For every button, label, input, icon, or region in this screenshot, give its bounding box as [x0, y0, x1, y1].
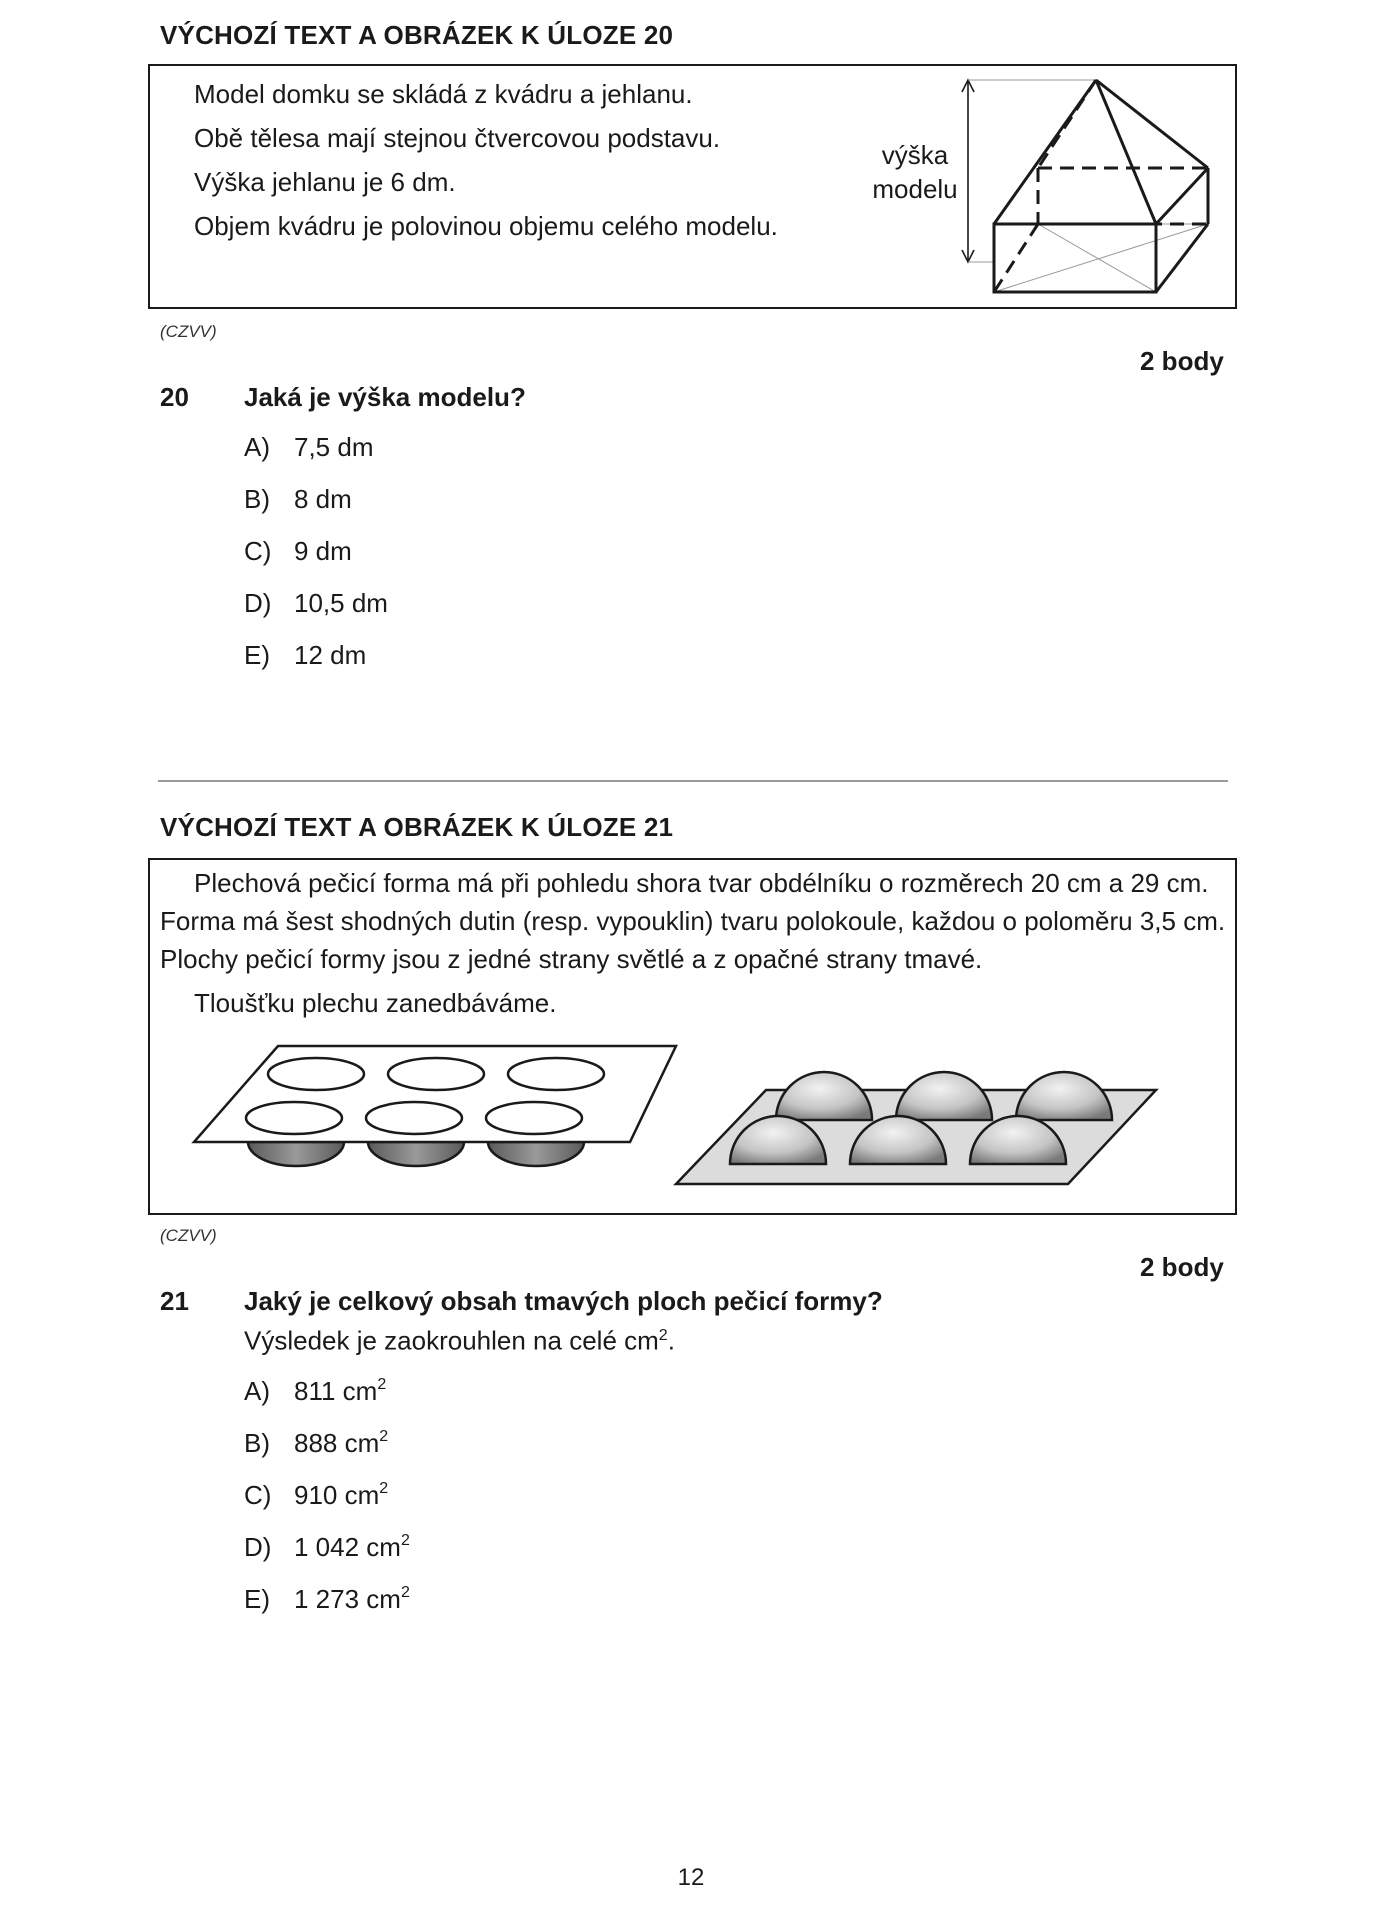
- option-c-21[interactable]: C) 910 cm 2: [244, 1480, 389, 1510]
- option-e-20[interactable]: E) 12 dm: [244, 640, 367, 670]
- question-note-21: Výsledek je zaokrouhlen na celé $cm^2$.: [244, 1325, 675, 1356]
- intro-line: Tloušťku plechu zanedbáváme.: [194, 988, 557, 1018]
- figure-label-height: výška: [881, 140, 949, 170]
- intro-line: Objem kvádru je polovinou objemu celého modelu.: [194, 211, 778, 241]
- source-20: (CZVV): [160, 322, 217, 341]
- question-text-21: Jaký je celkový obsah tmavých ploch pečicí formy?: [244, 1286, 883, 1316]
- option-e-21[interactable]: E) 1 273 cm 2: [244, 1584, 410, 1614]
- option-d-20[interactable]: D) 10,5 dm: [244, 588, 388, 618]
- intro-line: Plechová pečicí forma má při pohledu shora tvar obdélníku o rozměrech 20 cm a 29 cm.: [194, 868, 1209, 898]
- intro-line: Model domku se skládá z kvádru a jehlanu.: [194, 79, 693, 109]
- question-number-20: 20: [160, 382, 189, 412]
- option-b-21[interactable]: B) 888 cm 2: [244, 1428, 389, 1458]
- intro-line: Výška jehlanu je 6 dm.: [194, 167, 456, 197]
- section-heading-21: VÝCHOZÍ TEXT A OBRÁZEK K ÚLOZE 21: [160, 812, 674, 842]
- option-d-21[interactable]: D) 1 042 cm 2: [244, 1532, 410, 1562]
- option-a-20[interactable]: A) 7,5 dm: [244, 432, 374, 462]
- intro-line: Forma má šest shodných dutin (resp. vypouklin) tvaru polokoule, každou o poloměru 3,5 cm.: [160, 906, 1226, 936]
- option-a-21[interactable]: A) 811 cm 2: [244, 1376, 387, 1406]
- section-divider: [158, 780, 1228, 782]
- house-model-figure: [950, 70, 1220, 300]
- points-21: 2 body: [1140, 1252, 1224, 1282]
- baking-tin-bottom-figure: [672, 1060, 1162, 1196]
- source-21: (CZVV): [160, 1226, 217, 1245]
- intro-line: Plochy pečicí formy jsou z jedné strany světlé a z opačné strany tmavé.: [160, 944, 983, 974]
- question-number-21: 21: [160, 1286, 189, 1316]
- option-b-20[interactable]: B) 8 dm: [244, 484, 352, 514]
- intro-line: Obě tělesa mají stejnou čtvercovou podstavu.: [194, 123, 721, 153]
- figure-label-model: modelu: [872, 174, 958, 204]
- points-20: 2 body: [1140, 346, 1224, 376]
- question-text-20: Jaká je výška modelu?: [244, 382, 526, 412]
- section-heading-20: VÝCHOZÍ TEXT A OBRÁZEK K ÚLOZE 20: [160, 20, 674, 50]
- option-c-20[interactable]: C) 9 dm: [244, 536, 352, 566]
- page-number: 12: [677, 1864, 705, 1891]
- baking-tin-top-figure: [190, 1040, 680, 1170]
